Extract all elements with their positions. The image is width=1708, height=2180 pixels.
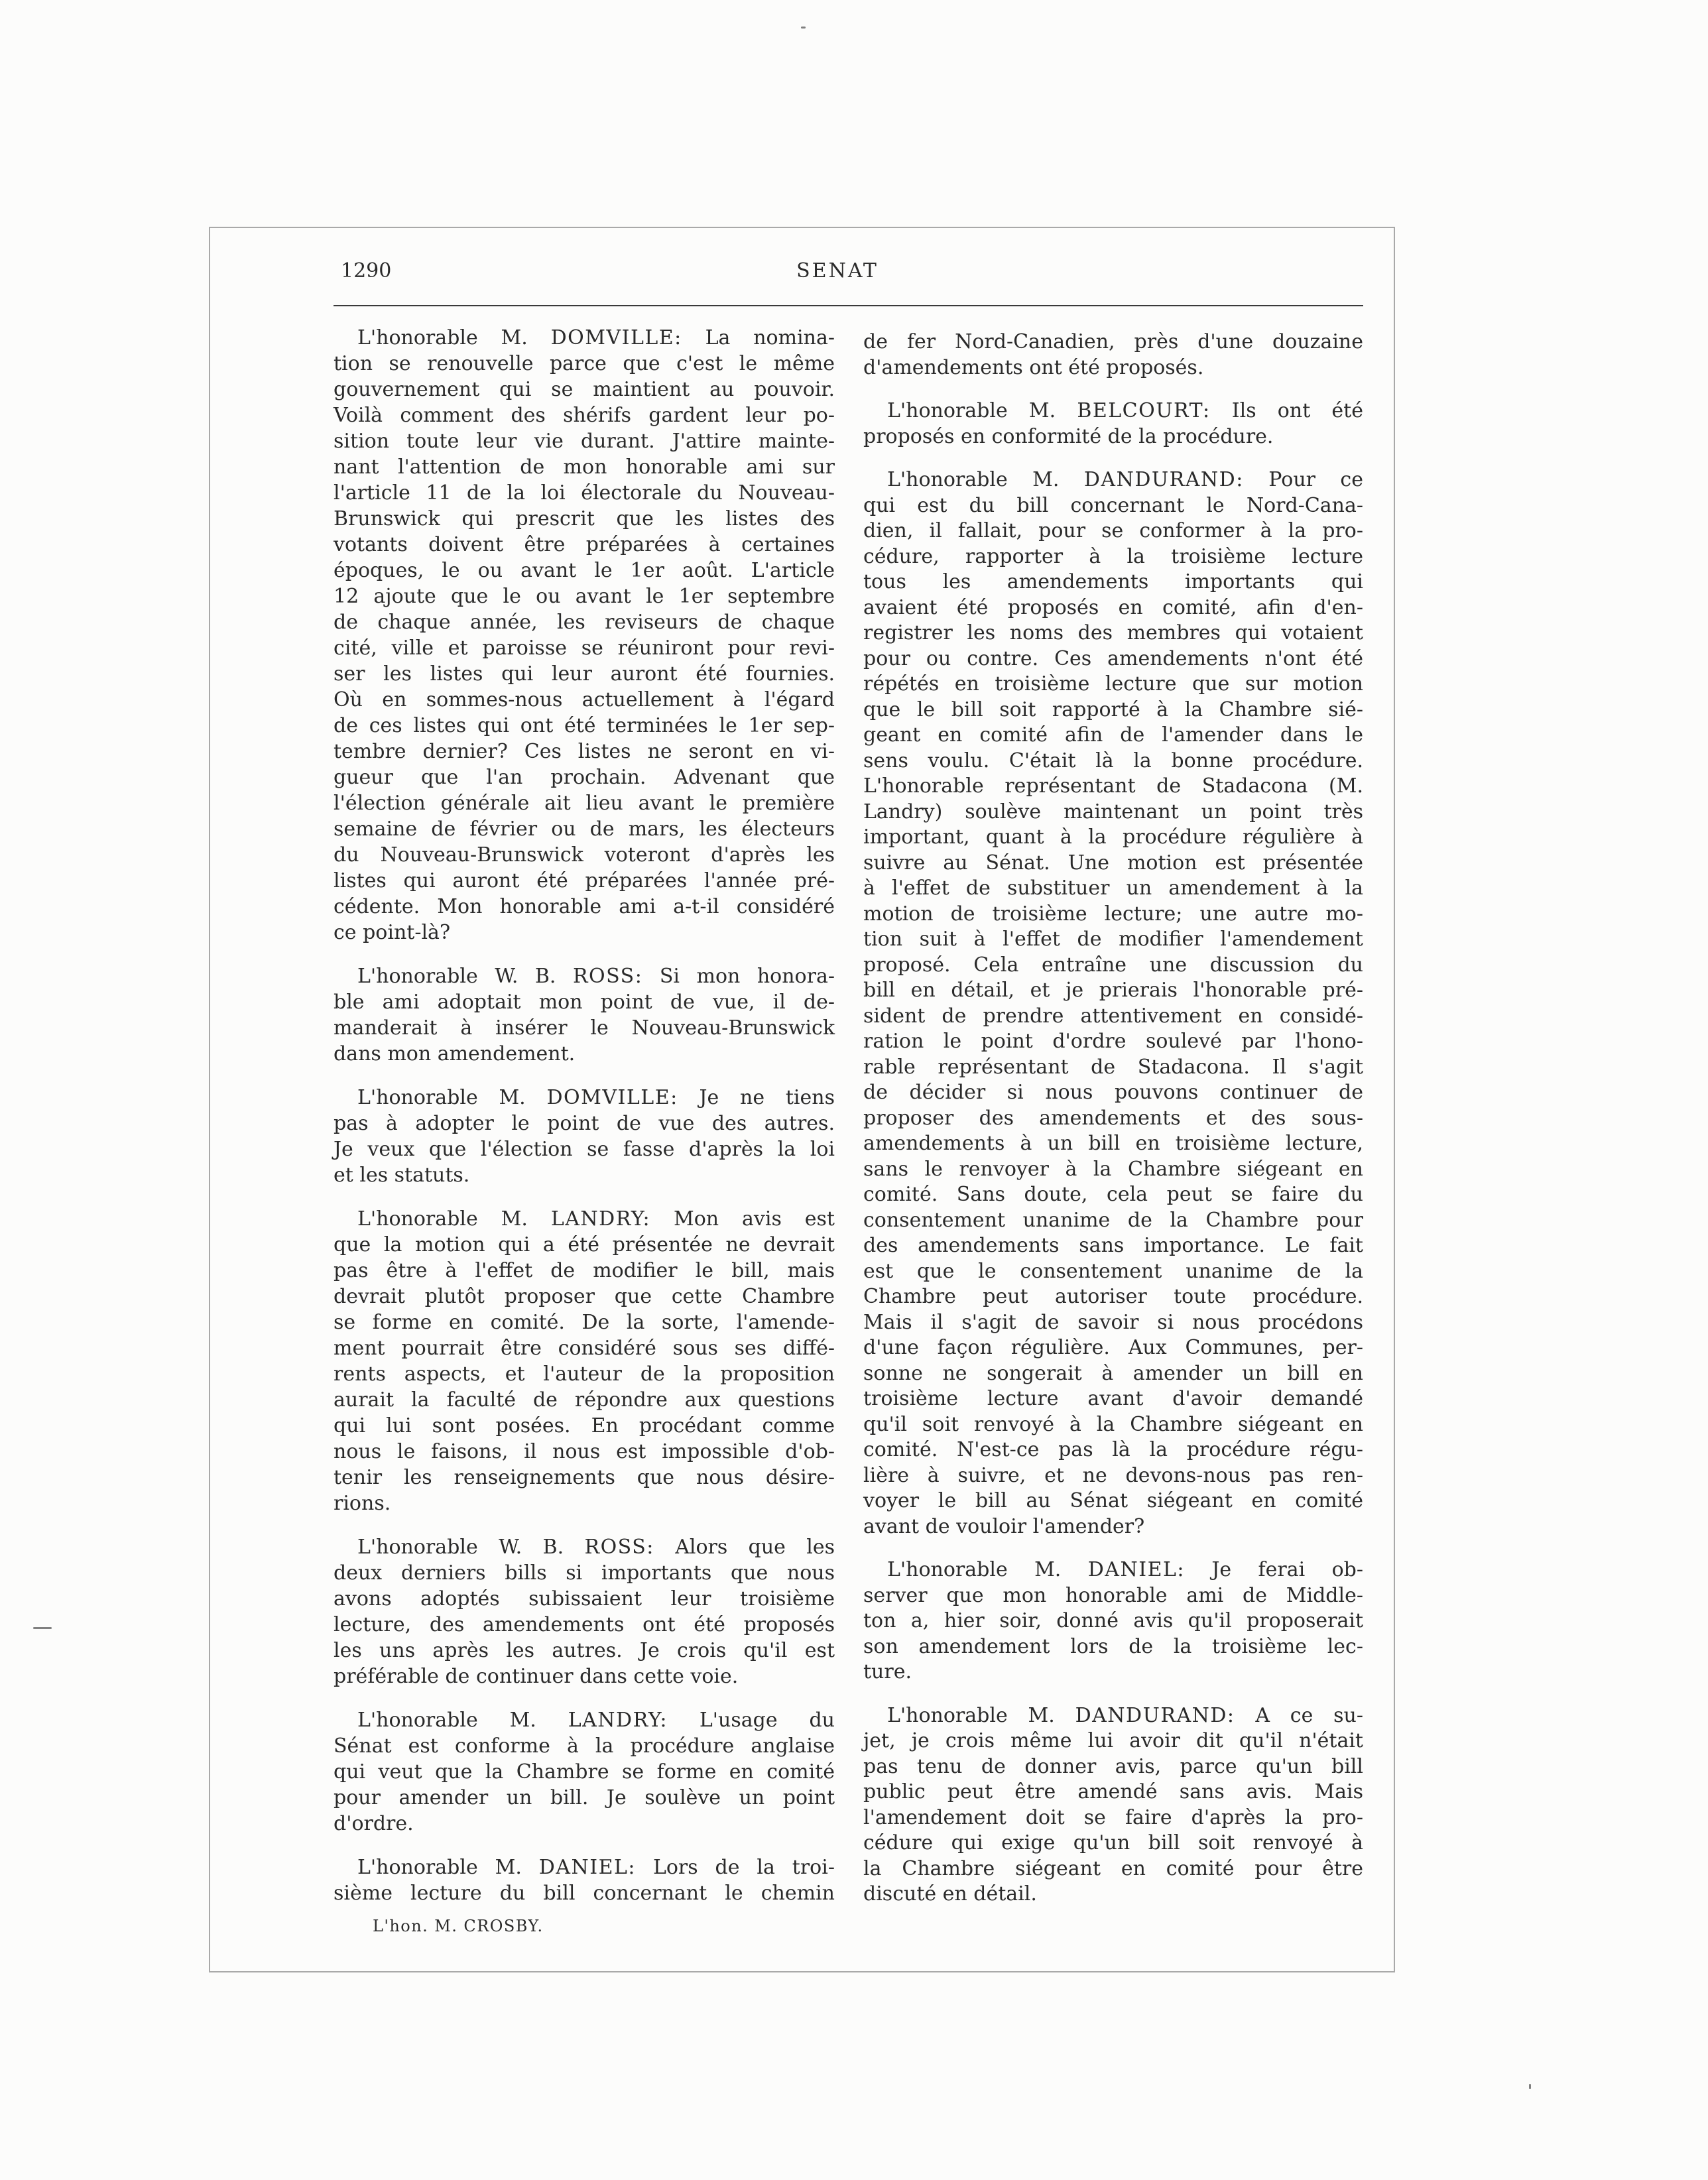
text-line: cité, ville et paroisse se réuniront pour revi-: [334, 636, 835, 660]
text-line: de décider si nous pouvons continuer de: [863, 1081, 1363, 1104]
text-line: cédure qui exige qu'un bill soit renvoyé à: [863, 1831, 1363, 1854]
text-line: son amendement lors de la troisième lec-: [863, 1634, 1363, 1658]
text-line: ser les listes qui leur auront été fournies.: [334, 662, 835, 686]
speaker-honorific: L'honorable M.: [357, 1086, 526, 1109]
text-line: rents aspects, et l'auteur de la proposition: [334, 1362, 835, 1386]
text-line: proposés en conformité de la procédure.: [863, 424, 1274, 448]
speaker-name: DANIEL:: [1087, 1558, 1185, 1581]
text-line: d'amendements ont été proposés.: [863, 355, 1204, 379]
speech-paragraph: [334, 1854, 835, 1906]
speech-paragraph: [334, 963, 835, 1067]
speech-paragraph: [334, 1206, 835, 1516]
text-line: ble ami adoptait mon point de vue, il de-: [334, 991, 835, 1014]
speech-paragraph: [863, 398, 1363, 450]
text-line: sans le renvoyer à la Chambre siégeant en: [863, 1157, 1363, 1181]
text-line: bill en détail, et je prierais l'honorable pré-: [863, 979, 1363, 1002]
text-line: pour amender un bill. Je soulève un point: [334, 1786, 835, 1809]
text-line: dien, il fallait, pour se conformer à la pro-: [863, 519, 1363, 542]
text-line: tion se renouvelle parce que c'est le même: [334, 352, 835, 375]
speech-paragraph: [863, 1557, 1363, 1685]
text-line: avant de vouloir l'amender?: [863, 1514, 1145, 1538]
text-line: d'ordre.: [334, 1812, 414, 1835]
text-line: comité. N'est-ce pas là la procédure régu-: [863, 1438, 1363, 1461]
line-text: Je ferai ob-: [1211, 1558, 1364, 1581]
text-line: semaine de février ou de mars, les électeurs: [334, 818, 835, 841]
speech-paragraph: [863, 467, 1363, 1540]
text-line: Brunswick qui prescrit que les listes des: [334, 507, 835, 530]
text-line: que la motion qui a été présentée ne devrait: [334, 1233, 835, 1256]
text-line: qui est du bill concernant le Nord-Cana-: [863, 493, 1363, 517]
text-line: public peut être amendé sans avis. Mais: [863, 1780, 1363, 1803]
text-line: rions.: [334, 1492, 391, 1515]
text-line: de chaque année, les reviseurs de chaque: [334, 611, 835, 634]
text-line: ture.: [863, 1660, 912, 1683]
speaker-name: DOMVILLE:: [546, 1086, 678, 1109]
text-line: tembre dernier? Ces listes ne seront en vi-: [334, 740, 835, 763]
speaker-name: DOMVILLE:: [550, 326, 682, 349]
speaker-honorific: L'honorable W. B.: [357, 965, 556, 988]
text-line: devrait plutôt proposer que cette Chambre: [334, 1285, 835, 1308]
text-line: gueur que l'an prochain. Advenant que: [334, 766, 835, 789]
text-line: ment pourrait être considéré sous ses diffé-: [334, 1337, 835, 1360]
text-line: Voilà comment des shérifs gardent leur po-: [334, 404, 835, 427]
text-line: [863, 1557, 1363, 1583]
text-line: cédure, rapporter à la troisième lecture: [863, 544, 1363, 568]
text-line: [334, 963, 835, 989]
text-line: 12 ajoute que le ou avant le 1er septembre: [334, 585, 835, 608]
text-line: [334, 325, 835, 351]
text-line: de fer Nord-Canadien, près d'une douzaine: [863, 330, 1363, 353]
speaker-honorific: L'honorable M.: [887, 468, 1060, 491]
speech-paragraph: [863, 1703, 1363, 1908]
line-text: La nomina-: [705, 326, 835, 349]
page-number: 1290: [341, 259, 392, 282]
line-text: Ils ont été: [1231, 399, 1363, 422]
text-line: geant en comité afin de l'amender dans le: [863, 723, 1363, 747]
text-line: ton a, hier soir, donné avis qu'il proposerait: [863, 1609, 1363, 1632]
text-line: préférable de continuer dans cette voie.: [334, 1665, 739, 1688]
text-line: motion de troisième lecture; une autre mo-: [863, 902, 1363, 926]
text-line: important, quant à la procédure régulière à: [863, 825, 1363, 849]
text-line: consentement unanime de la Chambre pour: [863, 1208, 1363, 1232]
text-line: Chambre peut autoriser toute procédure.: [863, 1285, 1363, 1308]
speaker-name: ROSS:: [584, 1536, 654, 1559]
text-line: l'amendement doit se faire d'après la pro-: [863, 1805, 1363, 1829]
text-line: d'une façon régulière. Aux Communes, per-: [863, 1336, 1363, 1359]
left-column: [334, 325, 835, 1906]
text-line: se forme en comité. De la sorte, l'amende-: [334, 1311, 835, 1334]
text-line: Où en sommes-nous actuellement à l'égard: [334, 688, 835, 711]
text-line: voyer le bill au Sénat siégeant en comité: [863, 1489, 1363, 1512]
text-line: registrer les noms des membres qui votaient: [863, 621, 1363, 644]
text-line: [863, 398, 1363, 424]
footer-signature: L'hon. M. CROSBY.: [373, 1917, 544, 1935]
text-line: dans mon amendement.: [334, 1042, 576, 1065]
text-line: suivre au Sénat. Une motion est présentée: [863, 851, 1363, 875]
text-line: sième lecture du bill concernant le chemin: [334, 1882, 835, 1905]
speaker-name: DANIEL:: [538, 1856, 637, 1879]
text-line: qu'il soit renvoyé à la Chambre siégeant en: [863, 1412, 1363, 1436]
text-line: cédente. Mon honorable ami a-t-il considéré: [334, 895, 835, 918]
text-line: jet, je crois même lui avoir dit qu'il n'était: [863, 1729, 1363, 1752]
text-line: gouvernement qui se maintient au pouvoir.: [334, 378, 835, 401]
speech-paragraph: [334, 1707, 835, 1837]
speaker-honorific: L'honorable M.: [357, 326, 528, 349]
text-line: est que le consentement unanime de la: [863, 1259, 1363, 1283]
text-line: nous le faisons, il nous est impossible d'ob-: [334, 1440, 835, 1463]
text-line: ce point-là?: [334, 921, 451, 944]
line-text: A ce su-: [1255, 1703, 1363, 1727]
text-line: sens voulu. C'était là la bonne procédure.: [863, 749, 1363, 772]
text-line: la Chambre siégeant en comité pour être: [863, 1856, 1363, 1880]
text-line: [334, 1206, 835, 1232]
text-line: amendements à un bill en troisième lecture,: [863, 1132, 1363, 1155]
text-line: l'article 11 de la loi électorale du Nouveau-: [334, 481, 835, 505]
speaker-honorific: L'honorable M.: [357, 1856, 522, 1879]
line-text: Lors de la troi-: [652, 1856, 835, 1879]
line-text: Pour ce: [1268, 468, 1363, 491]
speaker-name: BELCOURT:: [1077, 399, 1211, 422]
line-text: L'usage du: [699, 1709, 835, 1732]
text-line: Sénat est conforme à la procédure anglaise: [334, 1734, 835, 1758]
text-line: qui veut que la Chambre se forme en comité: [334, 1760, 835, 1784]
text-line: votants doivent être préparées à certaines: [334, 533, 835, 556]
speaker-name: LANDRY:: [550, 1207, 651, 1231]
text-line: de ces listes qui ont été terminées le 1er sep-: [334, 714, 835, 737]
text-line: tenir les renseignements que nous désire-: [334, 1466, 835, 1489]
text-line: époques, le ou avant le 1er août. L'article: [334, 559, 835, 582]
text-line: listes qui auront été préparées l'année pré-: [334, 869, 835, 892]
text-line: proposer des amendements et des sous-: [863, 1106, 1363, 1130]
speaker-honorific: L'honorable M.: [887, 399, 1056, 422]
text-line: L'honorable représentant de Stadacona (M.: [863, 774, 1363, 798]
text-line: discuté en détail.: [863, 1882, 1037, 1906]
text-line: [334, 1085, 835, 1111]
text-line: nant l'attention de mon honorable ami sur: [334, 455, 835, 479]
line-text: Alors que les: [675, 1536, 835, 1559]
text-line: avons adoptés subissaient leur troisième: [334, 1587, 835, 1610]
text-line: l'élection générale ait lieu avant le première: [334, 792, 835, 815]
line-text: Je ne tiens: [699, 1086, 835, 1109]
line-text: Mon avis est: [674, 1207, 835, 1231]
text-line: Landry) soulève maintenant un point très: [863, 800, 1363, 823]
text-line: [334, 1707, 835, 1733]
speaker-honorific: L'honorable M.: [357, 1207, 528, 1231]
text-line: troisième lecture avant d'avoir demandé: [863, 1387, 1363, 1410]
speaker-name: LANDRY:: [568, 1709, 668, 1732]
speaker-honorific: L'honorable W. B.: [357, 1536, 564, 1559]
speaker-honorific: L'honorable M.: [887, 1558, 1062, 1581]
text-line: sition toute leur vie durant. J'attire mainte-: [334, 430, 835, 453]
text-line: comité. Sans doute, cela peut se faire du: [863, 1183, 1363, 1206]
text-line: Mais il s'agit de savoir si nous procédons: [863, 1310, 1363, 1334]
text-line: avaient été proposés en comité, afin d'en-: [863, 595, 1363, 619]
text-line: pour ou contre. Ces amendements n'ont été: [863, 646, 1363, 670]
scan-speck: [33, 1627, 52, 1629]
text-line: server que mon honorable ami de Middle-: [863, 1583, 1363, 1607]
text-line: [334, 1534, 835, 1560]
line-text: Si mon honora-: [659, 965, 835, 988]
continued-paragraph: [863, 330, 1363, 381]
text-line: sident de prendre attentivement en considé-: [863, 1004, 1363, 1028]
speech-paragraph: [334, 325, 835, 945]
text-line: ration le point d'ordre soulevé par l'hono-: [863, 1030, 1363, 1053]
text-line: des amendements sans importance. Le fait: [863, 1234, 1363, 1257]
text-line: pas être à l'effet de modifier le bill, mais: [334, 1259, 835, 1282]
text-line: à l'effet de substituer un amendement à la: [863, 877, 1363, 900]
header-rule: [334, 305, 1363, 306]
text-line: proposé. Cela entraîne une discussion du: [863, 953, 1363, 977]
text-line: [863, 1703, 1363, 1729]
text-line: Je veux que l'élection se fasse d'après la loi: [334, 1138, 835, 1161]
text-line: tion suit à l'effet de modifier l'amendement: [863, 928, 1363, 951]
speech-paragraph: [334, 1534, 835, 1689]
text-line: pas à adopter le point de vue des autres.: [334, 1112, 835, 1135]
text-line: manderait à insérer le Nouveau-Brunswick: [334, 1016, 835, 1040]
running-head: SENAT: [796, 259, 879, 282]
text-line: pas tenu de donner avis, parce qu'un bill: [863, 1754, 1363, 1778]
text-line: les uns après les autres. Je crois qu'il est: [334, 1639, 835, 1662]
text-line: et les statuts.: [334, 1164, 470, 1187]
text-line: deux derniers bills si importants que nous: [334, 1561, 835, 1585]
right-column: [863, 330, 1363, 1908]
speaker-name: DANDURAND:: [1083, 468, 1244, 491]
text-line: répétés en troisième lecture que sur motion: [863, 672, 1363, 696]
text-line: rable représentant de Stadacona. Il s'agit: [863, 1055, 1363, 1079]
text-line: sonne ne songerait à amender un bill en: [863, 1361, 1363, 1385]
speaker-honorific: L'honorable M.: [887, 1703, 1055, 1727]
text-line: lière à suivre, et ne devons-nous pas ren-: [863, 1463, 1363, 1487]
text-line: aurait la faculté de répondre aux questions: [334, 1388, 835, 1412]
speech-paragraph: [334, 1085, 835, 1188]
text-line: du Nouveau-Brunswick voteront d'après les: [334, 843, 835, 867]
speaker-honorific: L'honorable M.: [357, 1709, 536, 1732]
speaker-name: DANDURAND:: [1075, 1703, 1235, 1727]
text-line: lecture, des amendements ont été proposés: [334, 1613, 835, 1636]
text-line: qui lui sont posées. En procédant comme: [334, 1414, 835, 1437]
text-line: [863, 467, 1363, 493]
scan-speck: [801, 27, 806, 29]
text-line: [334, 1854, 835, 1880]
text-line: que le bill soit rapporté à la Chambre sié-: [863, 697, 1363, 721]
scan-speck: [1529, 2084, 1531, 2089]
text-line: tous les amendements importants qui: [863, 570, 1363, 593]
speaker-name: ROSS:: [572, 965, 643, 988]
